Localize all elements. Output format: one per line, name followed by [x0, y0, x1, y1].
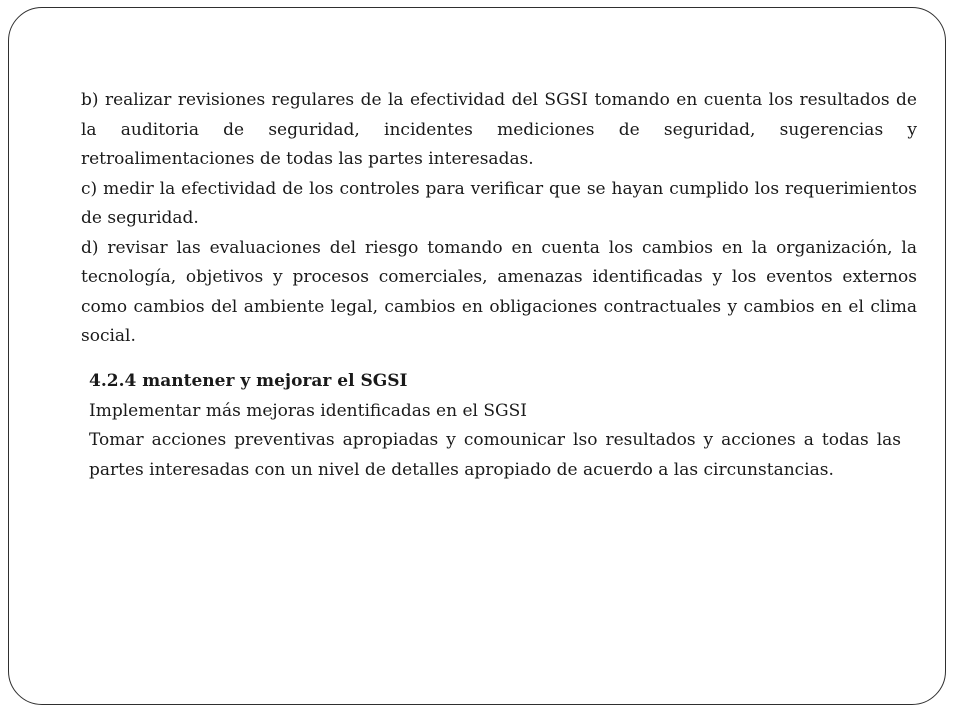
maintain-improve-section — [89, 367, 901, 485]
improvement-paragraph: Implementar más mejoras identificadas en el SGSI — [89, 400, 527, 421]
paragraph-b: b) realizar revisiones regulares de la efectividad del SGSI tomando en cuenta los resultados de la auditoria de seguridad, incidentes mediciones de seguridad, sugerencias y retroalimentaciones de todas las partes interesadas. — [81, 90, 917, 169]
review-requirements-text — [81, 86, 917, 352]
paragraph-c: c) medir la efectividad de los controles para verificar que se hayan cumplido los requerimientos de seguridad. — [81, 178, 917, 228]
section-heading: 4.2.4 mantener y mejorar el SGSI — [89, 371, 408, 391]
paragraph-d: d) revisar las evaluaciones del riesgo tomando en cuenta los cambios en la organización, la tecnología, objetivos y procesos comerciales, amenazas identificadas y los eventos externos como cambios del ambiente legal, cambios en obligaciones contractuales y cambios en el clima social. — [81, 237, 917, 346]
preventive-actions-paragraph: Tomar acciones preventivas apropiadas y comounicar lso resultados y acciones a todas las partes interesadas con un nivel de detalles apropiado de acuerdo a las circunstancias. — [89, 430, 901, 480]
